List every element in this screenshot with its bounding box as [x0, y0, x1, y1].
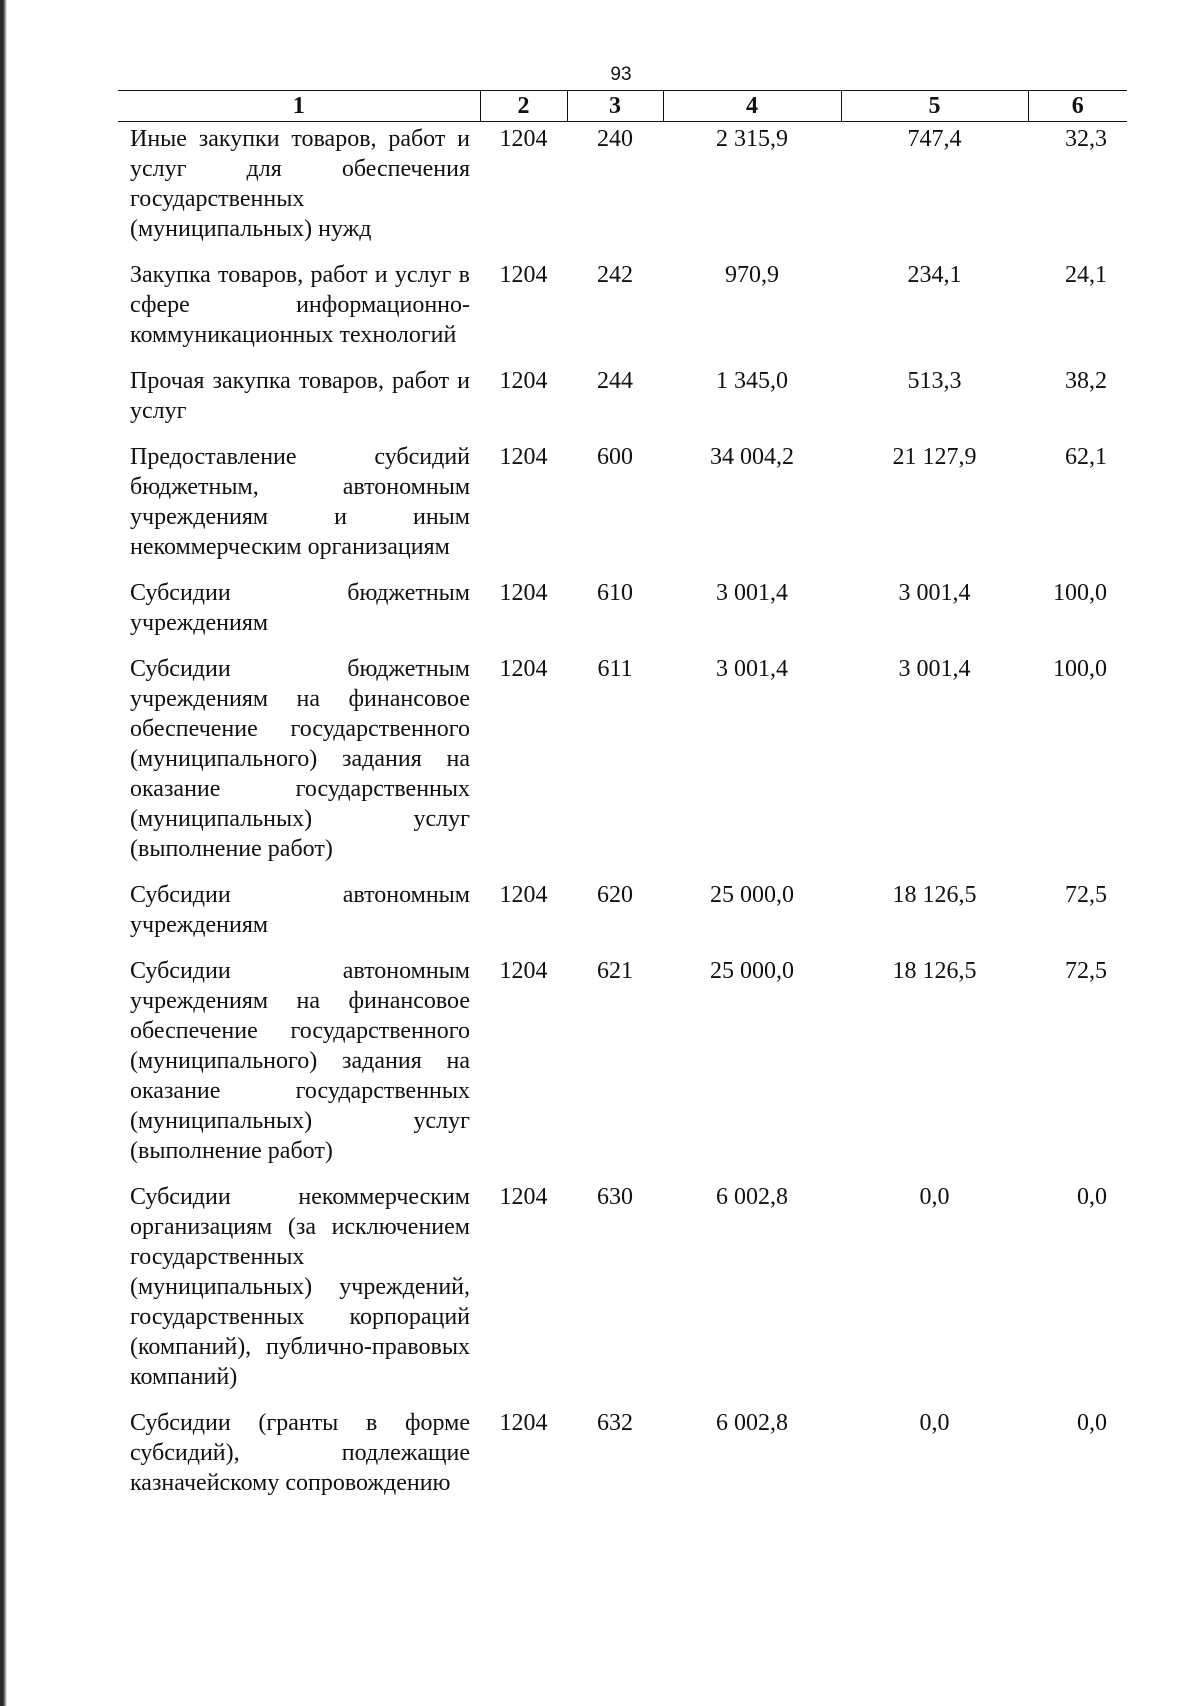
row-percent: 72,5 — [1065, 882, 1107, 908]
budget-table — [118, 90, 1127, 1512]
row-fact: 234,1 — [907, 262, 962, 288]
row-percent: 32,3 — [1065, 126, 1107, 152]
scan-edge — [0, 0, 7, 1706]
table-row — [118, 1406, 1127, 1512]
table-row — [118, 258, 1127, 364]
row-description: Закупка товаров, работ и услуг в сфере информационно-коммуникационных технологий — [130, 262, 470, 348]
row-section: 1204 — [499, 882, 548, 908]
row-section: 1204 — [499, 656, 548, 682]
row-type: 620 — [597, 882, 633, 908]
row-section: 1204 — [499, 262, 548, 288]
row-description: Иные закупки товаров, работ и услуг для обеспечения государственных (муниципальных) нужд — [130, 126, 470, 242]
row-plan: 25 000,0 — [710, 882, 794, 908]
table-row — [118, 364, 1127, 440]
row-description: Прочая закупка товаров, работ и услуг — [130, 368, 470, 424]
row-fact: 0,0 — [919, 1184, 950, 1210]
row-section: 1204 — [499, 126, 548, 152]
row-description: Предоставление субсидий бюджетным, автономным учреждениям и иным некоммерческим организациям — [130, 444, 470, 560]
row-percent: 0,0 — [1077, 1184, 1107, 1210]
row-description: Субсидии автономным учреждениям — [130, 882, 470, 938]
row-percent: 100,0 — [1053, 656, 1107, 682]
row-fact: 0,0 — [919, 1410, 950, 1436]
header-col-1: 1 — [118, 91, 480, 122]
header-col-4: 4 — [663, 91, 841, 122]
row-plan: 34 004,2 — [710, 444, 794, 470]
row-description: Субсидии автономным учреждениям на финансовое обеспечение государственного (муниципального) задания на оказание государственных (муниципальных) услуг (выполнение работ) — [130, 958, 470, 1164]
table-body — [118, 122, 1127, 1513]
row-plan: 1 345,0 — [716, 368, 788, 394]
row-fact: 3 001,4 — [898, 656, 971, 682]
row-type: 611 — [597, 656, 633, 682]
table-row — [118, 652, 1127, 878]
row-section: 1204 — [499, 958, 548, 984]
row-plan: 6 002,8 — [716, 1184, 788, 1210]
header-col-5: 5 — [841, 91, 1028, 122]
table-row — [118, 576, 1127, 652]
row-type: 621 — [597, 958, 633, 984]
row-plan: 3 001,4 — [716, 580, 788, 606]
row-type: 600 — [597, 444, 633, 470]
row-fact: 18 126,5 — [892, 958, 977, 984]
row-plan: 2 315,9 — [716, 126, 788, 152]
table-row — [118, 954, 1127, 1180]
row-section: 1204 — [499, 1184, 548, 1210]
row-description: Субсидии (гранты в форме субсидий), подлежащие казначейскому сопровождению — [130, 1410, 470, 1496]
row-percent: 38,2 — [1065, 368, 1107, 394]
table-row — [118, 440, 1127, 576]
row-fact: 21 127,9 — [892, 444, 977, 470]
header-col-2: 2 — [480, 91, 567, 122]
header-col-6: 6 — [1028, 91, 1127, 122]
row-percent: 72,5 — [1065, 958, 1107, 984]
page-number: 93 — [610, 64, 632, 85]
row-type: 244 — [597, 368, 633, 394]
row-percent: 24,1 — [1065, 262, 1107, 288]
row-plan: 25 000,0 — [710, 958, 794, 984]
row-description: Субсидии бюджетным учреждениям — [130, 580, 470, 636]
row-section: 1204 — [499, 580, 548, 606]
row-section: 1204 — [499, 1410, 548, 1436]
row-section: 1204 — [499, 444, 548, 470]
row-description: Субсидии бюджетным учреждениям на финансовое обеспечение государственного (муниципального) задания на оказание государственных (муниципальных) услуг (выполнение работ) — [130, 656, 470, 862]
row-type: 242 — [597, 262, 633, 288]
row-type: 630 — [597, 1184, 633, 1210]
table-row — [118, 122, 1127, 259]
row-percent: 100,0 — [1053, 580, 1107, 606]
row-plan: 3 001,4 — [716, 656, 788, 682]
row-fact: 747,4 — [907, 126, 962, 152]
row-description: Субсидии некоммерческим организациям (за исключением государственных (муниципальных) учреждений, государственных корпораций (компаний), публично-правовых компаний) — [130, 1184, 470, 1390]
table-header — [118, 91, 1127, 122]
row-plan: 970,9 — [725, 262, 779, 288]
row-type: 240 — [597, 126, 633, 152]
row-plan: 6 002,8 — [716, 1410, 788, 1436]
row-fact: 18 126,5 — [892, 882, 977, 908]
row-type: 610 — [597, 580, 633, 606]
row-fact: 3 001,4 — [898, 580, 971, 606]
row-type: 632 — [597, 1410, 633, 1436]
table-row — [118, 1180, 1127, 1406]
row-fact: 513,3 — [907, 368, 962, 394]
table-row — [118, 878, 1127, 954]
header-row — [118, 91, 1127, 122]
row-percent: 0,0 — [1077, 1410, 1107, 1436]
header-col-3: 3 — [567, 91, 663, 122]
row-section: 1204 — [499, 368, 548, 394]
row-percent: 62,1 — [1065, 444, 1107, 470]
